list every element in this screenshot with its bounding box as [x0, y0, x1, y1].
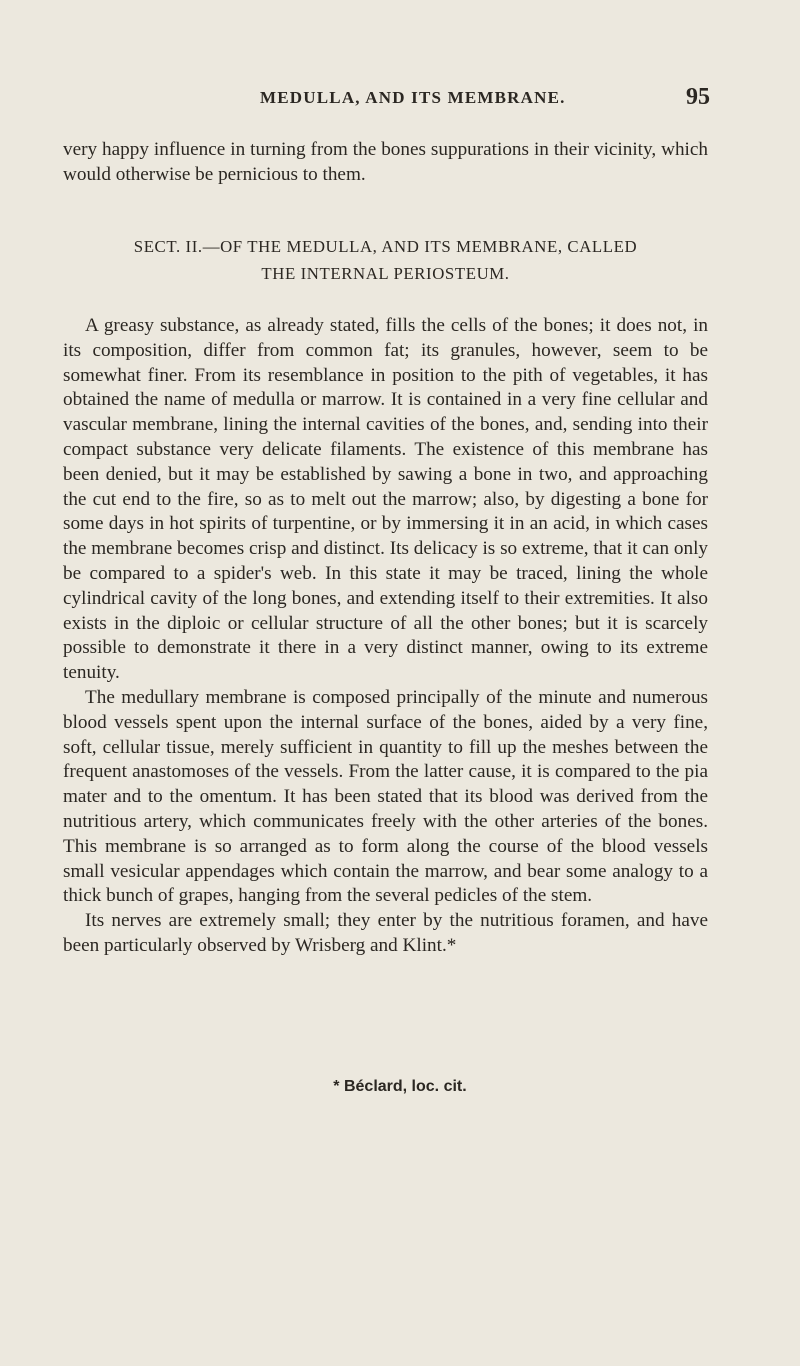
section-heading-line-1: SECT. II.—OF THE MEDULLA, AND ITS MEMBRANE, CALLED [133, 237, 638, 256]
running-head [120, 84, 710, 114]
section-heading [63, 233, 708, 287]
paragraph-medulla: A greasy substance, as already stated, fills the cells of the bones; it does not, in its composition, differ from common fat; its granules, however, seem to be somewhat finer. From its resemblance in position to the pith of vegetables, it has obtained the name of medulla or marrow. It is contained in a very fine cellular and vascular membrane, lining the internal cavities of the bones, and, sending into their compact substance very delicate filaments. The existence of this membrane has been denied, but it may be established by sawing a bone in two, and approaching the cut end to the fire, so as to melt out the marrow; also, by digesting a bone for some days in hot spirits of turpentine, or by immersing it in an acid, in which cases the membrane becomes crisp and distinct. Its delicacy is so extreme, that it can only be compared to a spider's web. In this state it may be traced, lining the whole cylindrical cavity of the long bones, and extending itself to their extremities. It also exists in the diploic or cellular structure of all the other bones; but it is scarcely possible to demonstrate it there in a very distinct manner, owing to its extreme tenuity. [63, 315, 708, 684]
intro-paragraph: very happy influence in turning from the bones suppurations in their vicinity, which would otherwise be pernicious to them. [63, 139, 708, 185]
running-title: MEDULLA, AND ITS MEMBRANE. [260, 88, 566, 107]
paragraph-nerves: Its nerves are extremely small; they enter by the nutritious foramen, and have been particularly observed by Wrisberg and Klint.* [63, 910, 708, 956]
paragraph-medullary-membrane: The medullary membrane is composed principally of the minute and numerous blood vessels spent upon the internal surface of the bones, aided by a very fine, soft, cellular tissue, merely sufficient in quantity to fill up the meshes between the frequent anastomoses of the vessels. From the latter cause, it is compared to the pia mater and to the omentum. It has been stated that its blood was derived from the nutritious artery, which communicates freely with the other arteries of the bones. This membrane is so arranged as to form along the course of the blood vessels small vesicular appendages which contain the marrow, and bear some analogy to a thick bunch of grapes, hanging from the several pedicles of the stem. [63, 686, 708, 907]
section-heading-line-2: THE INTERNAL PERIOSTEUM. [261, 264, 510, 283]
footnote: * Béclard, loc. cit. [333, 1078, 467, 1095]
page-number: 95 [686, 84, 710, 110]
section-body [63, 314, 708, 959]
